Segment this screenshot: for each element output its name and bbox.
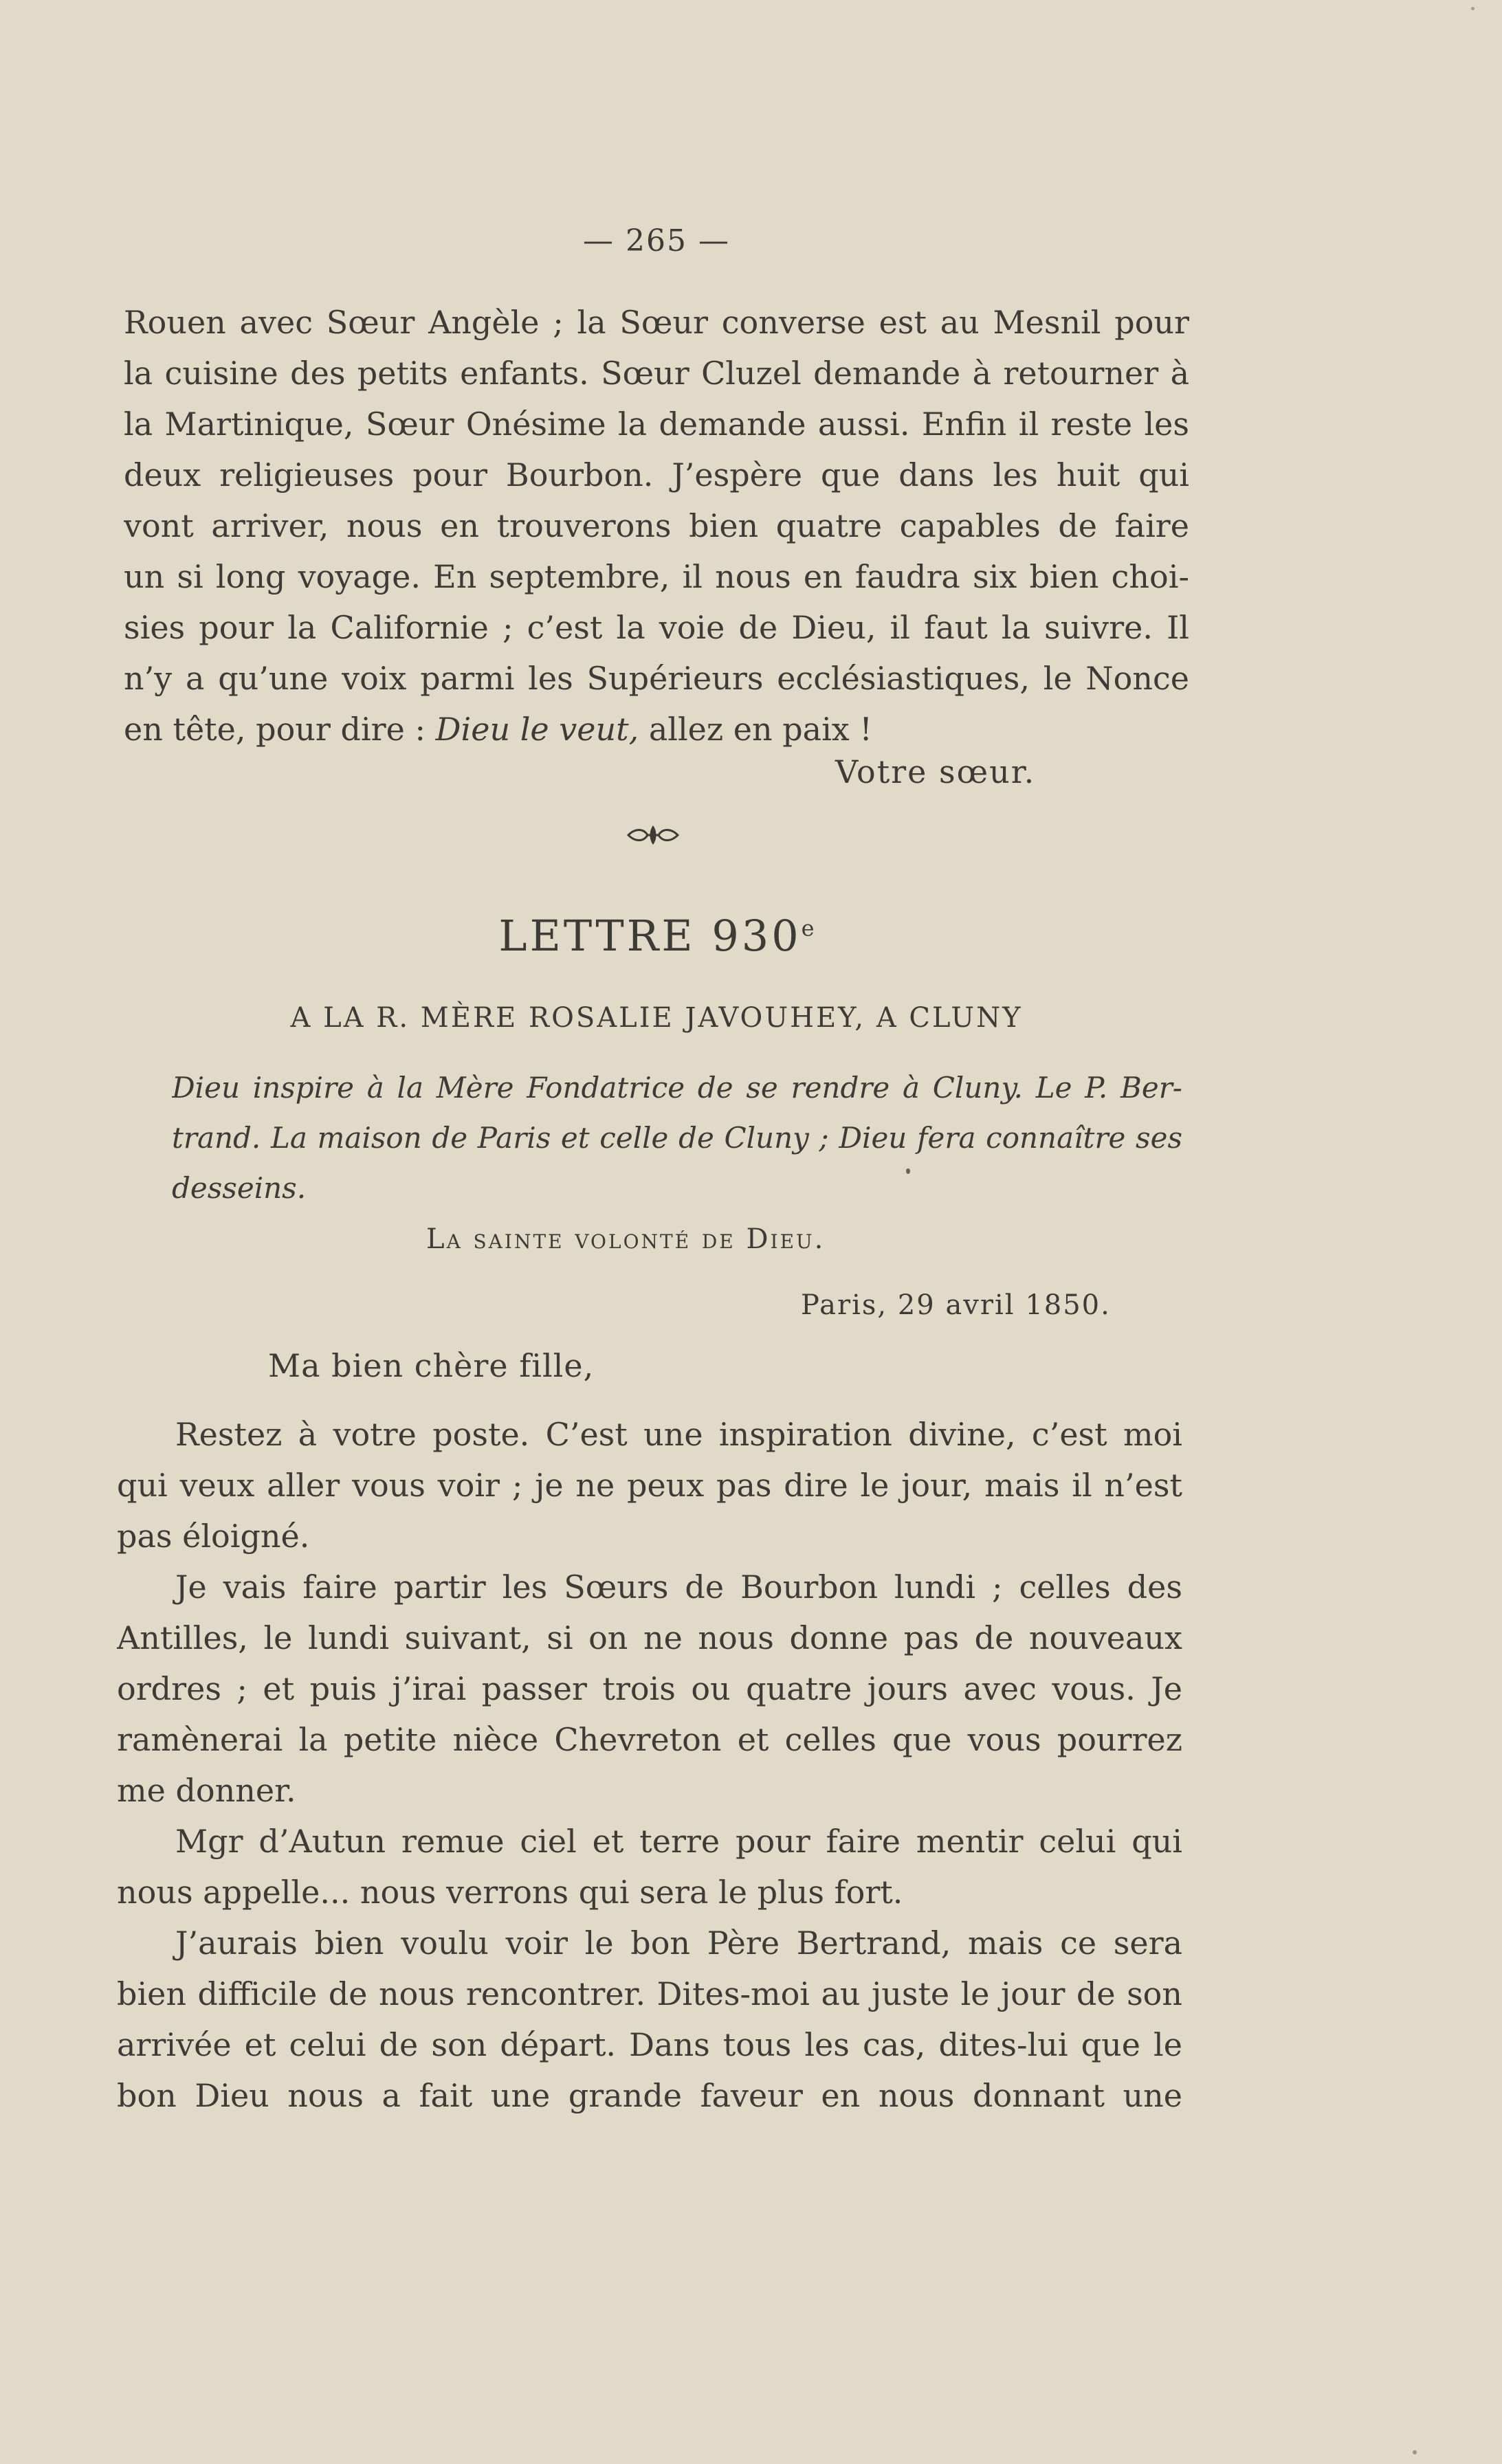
paper-speck: [1413, 2450, 1417, 2454]
letter-title: [0, 911, 1313, 961]
final-line-prefix: en tête, pour dire :: [124, 711, 436, 748]
text-line: Rouen avec Sœur Angèle ; la Sœur converse est au Mesnil pour: [124, 304, 1189, 341]
letter-recipient: A LA R. MÈRE ROSALIE JAVOUHEY, A CLUNY: [290, 1002, 1023, 1034]
motto-text: La sainte volonté de Dieu.: [426, 1223, 826, 1255]
text-line: Antilles, le lundi suivant, si on ne nous donne pas de nouveaux: [117, 1619, 1182, 1656]
text-line: sies pour la Californie ; c’est la voie de Dieu, il faut la suivre. Il: [124, 609, 1189, 646]
text-line: J’aurais bien voulu voir le bon Père Bertrand, mais ce sera: [175, 1924, 1182, 1962]
summary-line: Dieu inspire à la Mère Fondatrice de se rendre à Cluny. Le P. Ber-: [172, 1071, 1182, 1105]
text-line: nous appelle... nous verrons qui sera le plus fort.: [117, 1874, 903, 1911]
text-line: n’y a qu’une voix parmi les Supérieurs ecclésiastiques, le Nonce: [124, 660, 1189, 697]
text-line: deux religieuses pour Bourbon. J’espère que dans les huit qui: [124, 456, 1189, 493]
letter-salutation: Ma bien chère fille,: [268, 1347, 595, 1384]
final-line-suffix: allez en paix !: [639, 711, 872, 748]
text-line: la Martinique, Sœur Onésime la demande aussi. Enfin il reste les: [124, 406, 1189, 443]
text-line: Mgr d’Autun remue ciel et terre pour faire mentir celui qui: [175, 1823, 1182, 1860]
letter-motto: [426, 1223, 825, 1255]
summary-line: trand. La maison de Paris et celle de Cluny ; Dieu fera connaître ses: [172, 1121, 1182, 1155]
letter-body: [117, 1409, 1182, 2121]
fleuron-ornament-icon: [626, 821, 681, 849]
text-line: bon Dieu nous a fait une grande faveur en nous donnant une: [117, 2077, 1182, 2114]
final-line-italic: Dieu le veut,: [435, 711, 639, 748]
text-line: vont arriver, nous en trouverons bien quatre capables de faire: [124, 507, 1189, 544]
text-line: Restez à votre poste. C’est une inspiration divine, c’est moi: [175, 1416, 1182, 1453]
letter-title-text: LETTRE 930: [498, 911, 802, 961]
text-line: arrivée et celui de son départ. Dans tous les cas, dites-lui que le: [117, 2026, 1182, 2063]
page-number: — 265 —: [583, 223, 730, 258]
letter-dateline: Paris, 29 avril 1850.: [801, 1289, 1111, 1321]
text-line: qui veux aller vous voir ; je ne peux pas dire le jour, mais il n’est: [117, 1467, 1182, 1504]
paper-speck: [906, 1168, 910, 1174]
signature: Votre sœur.: [835, 753, 1036, 790]
text-line: Je vais faire partir les Sœurs de Bourbon lundi ; celles des: [175, 1568, 1182, 1606]
text-line: ordres ; et puis j’irai passer trois ou quatre jours avec vous. Je: [117, 1670, 1182, 1707]
paper-speck: [1471, 7, 1475, 10]
text-line: me donner.: [117, 1772, 296, 1809]
text-line: ramènerai la petite nièce Chevreton et celles que vous pourrez: [117, 1721, 1182, 1758]
opening-paragraph: [124, 297, 1189, 755]
body-paragraph: [117, 1562, 1182, 1816]
letter-summary: [172, 1063, 1182, 1213]
text-line-final: [124, 704, 1189, 755]
letter-title-superscript: e: [801, 915, 815, 942]
text-line: bien difficile de nous rencontrer. Dites-moi au juste le jour de son: [117, 1975, 1182, 2012]
body-paragraph: [117, 1409, 1182, 1562]
text-line: la cuisine des petits enfants. Sœur Cluzel demande à retourner à: [124, 355, 1189, 392]
body-paragraph: [117, 1918, 1182, 2121]
body-paragraph: [117, 1816, 1182, 1918]
text-line: un si long voyage. En septembre, il nous en faudra six bien choi-: [124, 558, 1189, 595]
summary-line: desseins.: [172, 1171, 307, 1205]
text-line: pas éloigné.: [117, 1518, 310, 1555]
